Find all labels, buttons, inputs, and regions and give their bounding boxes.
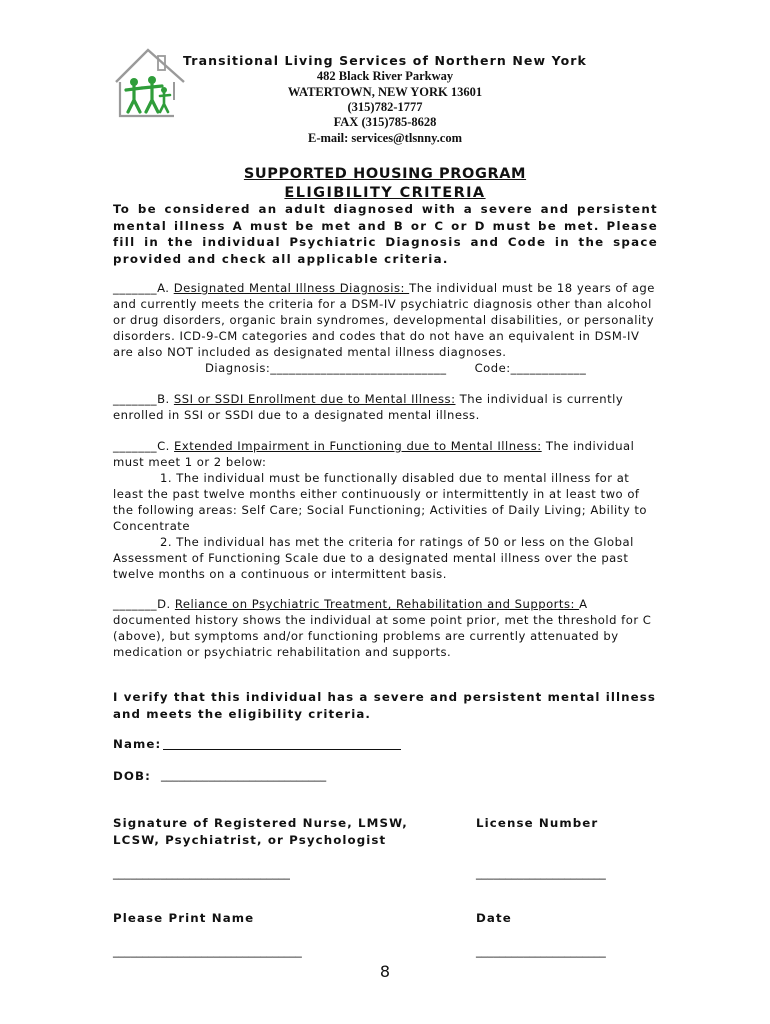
criterion-d-heading: Reliance on Psychiatric Treatment, Rehabilitation and Supports: xyxy=(174,597,580,611)
license-number-field[interactable]: ______________________ xyxy=(476,866,606,880)
signature-label-line2: LCSW, Psychiatrist, or Psychologist xyxy=(113,833,387,847)
criteria-title: ELIGIBILITY CRITERIA xyxy=(284,185,486,201)
diagnosis-label: Diagnosis: xyxy=(205,361,271,375)
criterion-c-item2-text: The individual has met the criteria for ratings of 50 or less on the Global Assessment of Functioning Scale due to a designated mental illness over the past twelve months on a continuous or intermittent basis. xyxy=(113,535,634,581)
criterion-c-item1-text: The individual must be functionally disabled due to mental illness for at least the past twelve months either continuously or intermittently in at least two of the following areas: Self Care; Social Functioning; Activities of Daily Living; Ability to Concentrate xyxy=(113,471,648,533)
criterion-b-heading: SSI or SSDI Enrollment due to Mental Illness: xyxy=(173,392,456,406)
email-address: E-mail: services@tlsnny.com xyxy=(308,131,462,145)
verification-statement: I verify that this individual has a severe and persistent mental illness and meets the eligibility criteria. xyxy=(113,690,657,721)
date-field[interactable]: ______________________ xyxy=(476,944,606,958)
phone-number: (315)782-1777 xyxy=(347,100,423,114)
date-label: Date xyxy=(476,911,512,925)
criterion-b xyxy=(113,391,658,423)
program-title: SUPPORTED HOUSING PROGRAM xyxy=(243,166,527,182)
address-line-2: WATERTOWN, NEW YORK 13601 xyxy=(287,85,483,99)
criterion-b-letter: B. xyxy=(157,392,174,406)
criterion-c-item2-number: 2. xyxy=(160,535,173,549)
name-field[interactable] xyxy=(163,749,401,750)
intro-paragraph: To be considered an adult diagnosed with a severe and persistent mental illness A must be met and B or C or D must be met. Please fill in the individual Psychiatric Diagnosis and Code in the space provided and check all applicable criteria. xyxy=(113,202,658,266)
signature-label-line1: Signature of Registered Nurse, LMSW, xyxy=(113,816,408,830)
diagnosis-field[interactable]: ____________________________ xyxy=(270,361,447,375)
organization-name: Transitional Living Services of Northern New York xyxy=(183,53,587,68)
criterion-d-letter: D. xyxy=(157,597,175,611)
criterion-c-item1-number: 1. xyxy=(160,471,173,485)
criterion-d xyxy=(113,596,658,660)
criterion-d-text: A documented history shows the individual at some point prior, met the threshold for C (above), but symptoms and/or functioning problems are currently attenuated by medication or psychiatric rehabilitation and supports. xyxy=(113,597,652,659)
criterion-a xyxy=(113,280,658,376)
page-number: 8 xyxy=(379,962,391,981)
print-name-label: Please Print Name xyxy=(113,911,255,925)
criterion-a-checkbox-line[interactable]: _______ xyxy=(113,281,158,295)
code-label: Code: xyxy=(474,361,511,375)
criterion-d-checkbox-line[interactable]: _______ xyxy=(113,597,158,611)
criterion-a-text: The individual must be 18 years of age and currently meets the criteria for a DSM-IV psychiatric diagnosis other than alcohol or drug disorders, organic brain syndromes, developmental disabilities, or personality disorders. ICD-9-CM categories and codes that do not have an equivalent in DSM-IV are also NOT included as designated mental illness diagnoses. xyxy=(113,281,655,359)
criterion-a-heading: Designated Mental Illness Diagnosis: xyxy=(173,281,410,295)
criterion-a-letter: A. xyxy=(157,281,174,295)
dob-label: DOB: xyxy=(113,769,151,783)
address-line-1: 482 Black River Parkway xyxy=(316,69,454,83)
dob-field[interactable]: ____________________________ xyxy=(161,768,327,782)
signature-field[interactable]: ______________________________ xyxy=(113,866,290,880)
criterion-c-letter: C. xyxy=(157,439,175,453)
criterion-c-heading: Extended Impairment in Functioning due to Mental Illness: xyxy=(174,439,542,453)
code-field[interactable]: ____________ xyxy=(510,361,587,375)
print-name-field[interactable]: ________________________________ xyxy=(113,944,302,958)
name-label: Name: xyxy=(113,737,162,751)
criterion-c xyxy=(113,438,658,582)
criterion-c-checkbox-line[interactable]: _______ xyxy=(113,439,158,453)
criterion-b-text: The individual is currently enrolled in SSI or SSDI due to a designated mental illness. xyxy=(113,392,624,422)
criterion-c-text: The individual must meet 1 or 2 below: xyxy=(113,439,635,469)
criterion-b-checkbox-line[interactable]: _______ xyxy=(113,392,158,406)
license-number-label: License Number xyxy=(476,816,599,830)
fax-number: FAX (315)785-8628 xyxy=(333,115,437,129)
